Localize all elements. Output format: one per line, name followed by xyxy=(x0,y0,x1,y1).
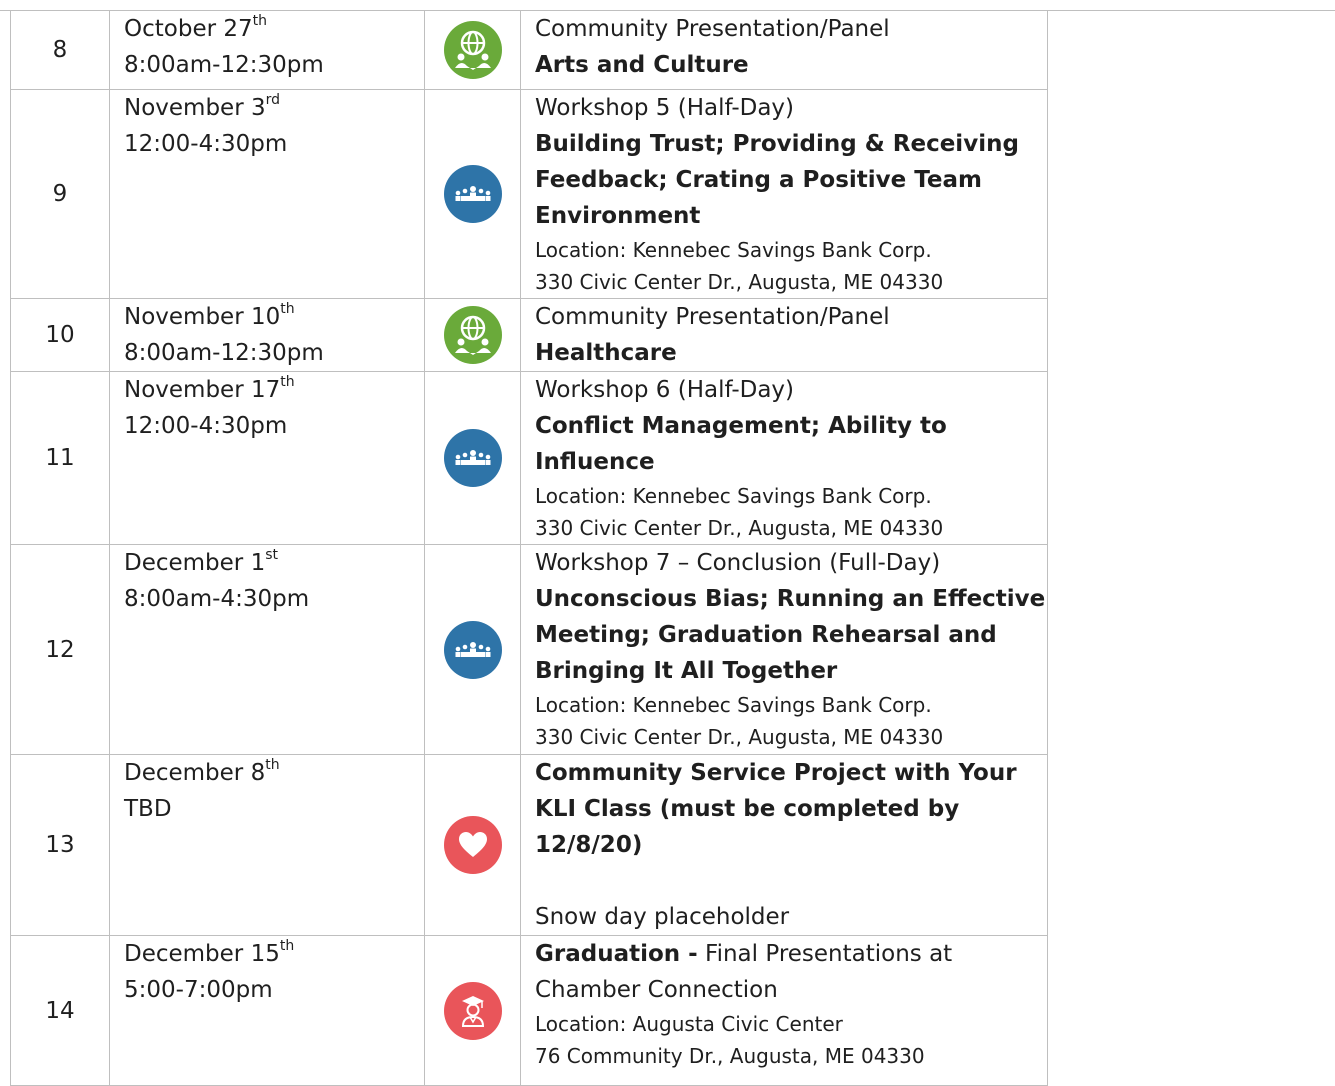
session-title: Conflict Management; Ability to Influence xyxy=(535,413,947,475)
session-date-cell xyxy=(110,372,425,545)
session-description xyxy=(521,755,1048,936)
session-title: Unconscious Bias; Running an Effective Meeting; Graduation Rehearsal and Bringing It All Together xyxy=(535,586,1046,684)
session-type: Community Presentation/Panel xyxy=(535,304,890,330)
session-subtitle: Final Presentations at Chamber Connection xyxy=(535,941,953,1003)
workshop-meeting-icon xyxy=(444,165,502,223)
session-date: December 8 xyxy=(124,760,266,786)
session-type: Community Presentation/Panel xyxy=(535,16,890,42)
session-location: Location: Kennebec Savings Bank Corp. xyxy=(535,693,932,717)
session-icon-cell xyxy=(425,936,521,1086)
session-note: Snow day placeholder xyxy=(535,904,790,930)
workshop-meeting-icon xyxy=(444,429,502,487)
session-number: 10 xyxy=(11,299,110,372)
session-number: 8 xyxy=(11,11,110,90)
table-row xyxy=(11,545,1048,755)
table-row xyxy=(11,372,1048,545)
session-address: 330 Civic Center Dr., Augusta, ME 04330 xyxy=(535,270,944,294)
session-date-cell xyxy=(110,299,425,372)
table-row xyxy=(11,90,1048,299)
date-suffix: th xyxy=(280,301,295,318)
session-location: Location: Kennebec Savings Bank Corp. xyxy=(535,238,932,262)
table-row xyxy=(11,299,1048,372)
program-schedule-table xyxy=(10,10,1048,1086)
session-date: November 3 xyxy=(124,95,266,121)
session-description xyxy=(521,11,1048,90)
session-address: 330 Civic Center Dr., Augusta, ME 04330 xyxy=(535,725,944,749)
session-time: 12:00-4:30pm xyxy=(124,131,288,157)
table-row xyxy=(11,936,1048,1086)
heart-icon xyxy=(444,816,502,874)
session-address: 330 Civic Center Dr., Augusta, ME 04330 xyxy=(535,516,944,540)
session-icon-cell xyxy=(425,11,521,90)
session-description xyxy=(521,372,1048,545)
date-suffix: th xyxy=(279,938,295,955)
table-row xyxy=(11,755,1048,936)
session-date-cell xyxy=(110,755,425,936)
session-icon-cell xyxy=(425,90,521,299)
session-title: Arts and Culture xyxy=(535,52,749,78)
session-type: Workshop 7 – Conclusion (Full-Day) xyxy=(535,550,941,576)
session-icon-cell xyxy=(425,755,521,936)
session-title: Building Trust; Providing & Receiving Feedback; Crating a Positive Team Environment xyxy=(535,131,1019,229)
session-date-cell xyxy=(110,90,425,299)
session-number: 13 xyxy=(11,755,110,936)
session-location: Location: Augusta Civic Center xyxy=(535,1012,843,1036)
graduate-icon xyxy=(444,982,502,1040)
session-address: 76 Community Dr., Augusta, ME 04330 xyxy=(535,1044,925,1068)
date-suffix: th xyxy=(252,13,267,30)
date-suffix: st xyxy=(265,547,279,564)
table-row xyxy=(11,11,1048,90)
workshop-meeting-icon xyxy=(444,621,502,679)
session-number: 9 xyxy=(11,90,110,299)
session-time: 8:00am-4:30pm xyxy=(124,586,310,612)
session-description xyxy=(521,299,1048,372)
session-icon-cell xyxy=(425,545,521,755)
session-time: 8:00am-12:30pm xyxy=(124,52,324,78)
session-date-cell xyxy=(110,936,425,1086)
session-time: 8:00am-12:30pm xyxy=(124,340,324,366)
community-globe-icon xyxy=(444,306,502,364)
session-location: Location: Kennebec Savings Bank Corp. xyxy=(535,484,932,508)
session-date-cell xyxy=(110,11,425,90)
session-date: November 10 xyxy=(124,304,281,330)
date-suffix: th xyxy=(280,374,295,391)
session-number: 14 xyxy=(11,936,110,1086)
session-description xyxy=(521,90,1048,299)
session-time: 5:00-7:00pm xyxy=(124,977,273,1003)
session-date: November 17 xyxy=(124,377,281,403)
session-date: December 15 xyxy=(124,941,280,967)
session-description xyxy=(521,936,1048,1086)
session-description xyxy=(521,545,1048,755)
session-time: 12:00-4:30pm xyxy=(124,413,288,439)
session-time: TBD xyxy=(124,796,172,822)
session-number: 11 xyxy=(11,372,110,545)
session-date: December 1 xyxy=(124,550,266,576)
session-date-cell xyxy=(110,545,425,755)
date-suffix: th xyxy=(265,757,280,774)
session-title: Graduation - xyxy=(535,941,698,967)
date-suffix: rd xyxy=(265,92,280,109)
session-icon-cell xyxy=(425,372,521,545)
session-title: Community Service Project with Your KLI Class (must be completed by 12/8/20) xyxy=(535,760,1017,858)
session-title: Healthcare xyxy=(535,340,677,366)
session-type: Workshop 5 (Half-Day) xyxy=(535,95,795,121)
session-icon-cell xyxy=(425,299,521,372)
session-date: October 27 xyxy=(124,16,253,42)
session-type: Workshop 6 (Half-Day) xyxy=(535,377,795,403)
session-number: 12 xyxy=(11,545,110,755)
community-globe-icon xyxy=(444,21,502,79)
